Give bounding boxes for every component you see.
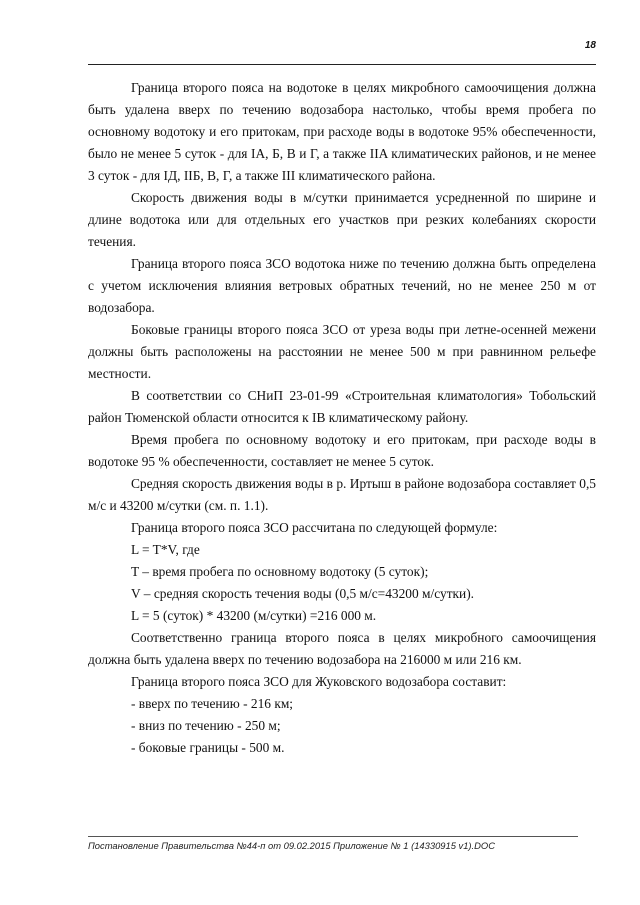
paragraph-second-zone-boundary: Граница второго пояса на водотоке в целях микробного самоочищения должна быть удалена вверх по течению водозабора настолько, чтобы время пробега по основному водотоку и его притокам, при расходе воды в водотоке 95% обеспеченности, было не менее 5 суток - для IA, Б, В и Г, а также IIA климатических районов, и не менее 3 суток - для IД, IIБ, В, Г, а также III климатического района. — [88, 80, 596, 183]
footer-rule — [88, 836, 578, 837]
list-item: - вверх по течению - 216 км; — [131, 696, 294, 711]
document-body — [88, 77, 596, 759]
paragraph-formula-intro: Граница второго пояса ЗСО рассчитана по следующей формуле: — [131, 520, 498, 535]
formula-line: V – средняя скорость течения воды (0,5 м/с=43200 м/сутки). — [131, 586, 475, 601]
document-footer: Постановление Правительства №44-п от 09.02.2015 Приложение № 1 (14330915 v1).DOC — [88, 840, 495, 851]
paragraph-downstream-boundary: Граница второго пояса ЗСО водотока ниже по течению должна быть определена с учетом исключения влияния ветровых обратных течений, но не менее 250 м от водозабора. — [88, 256, 596, 315]
header-rule — [88, 64, 596, 65]
paragraph-water-speed: Скорость движения воды в м/сутки принимается усредненной по ширине и длине водотока или для отдельных его участков при резких колебаниях скорости течения. — [88, 190, 596, 249]
formula-line: L = 5 (суток) * 43200 (м/сутки) =216 000 м. — [131, 608, 377, 623]
page-number: 18 — [584, 40, 596, 51]
formula-line: T – время пробега по основному водотоку (5 суток); — [131, 564, 429, 579]
paragraph-side-boundaries: Боковые границы второго пояса ЗСО от уреза воды при летне-осенней межени должны быть расположены на расстоянии не менее 500 м при равнинном рельефе местности. — [88, 322, 596, 381]
list-item: - вниз по течению - 250 м; — [131, 718, 281, 733]
formula-line: L = T*V, где — [131, 542, 200, 557]
paragraph-summary-intro: Граница второго пояса ЗСО для Жуковского водозабора составит: — [131, 674, 507, 689]
paragraph-climate-zone: В соответствии со СНиП 23-01-99 «Строительная климатология» Тобольский район Тюменской области относится к IB климатическому району. — [88, 388, 596, 425]
list-item: - боковые границы - 500 м. — [131, 740, 285, 755]
paragraph-conclusion: Соответственно граница второго пояса в целях микробного самоочищения должна быть удалена вверх по течению водозабора на 216000 м или 216 км. — [88, 630, 596, 667]
paragraph-average-speed: Средняя скорость движения воды в р. Иртыш в районе водозабора составляет 0,5 м/с и 43200 м/сутки (см. п. 1.1). — [88, 476, 596, 513]
paragraph-travel-time: Время пробега по основному водотоку и его притокам, при расходе воды в водотоке 95 % обеспеченности, составляет не менее 5 суток. — [88, 432, 596, 469]
